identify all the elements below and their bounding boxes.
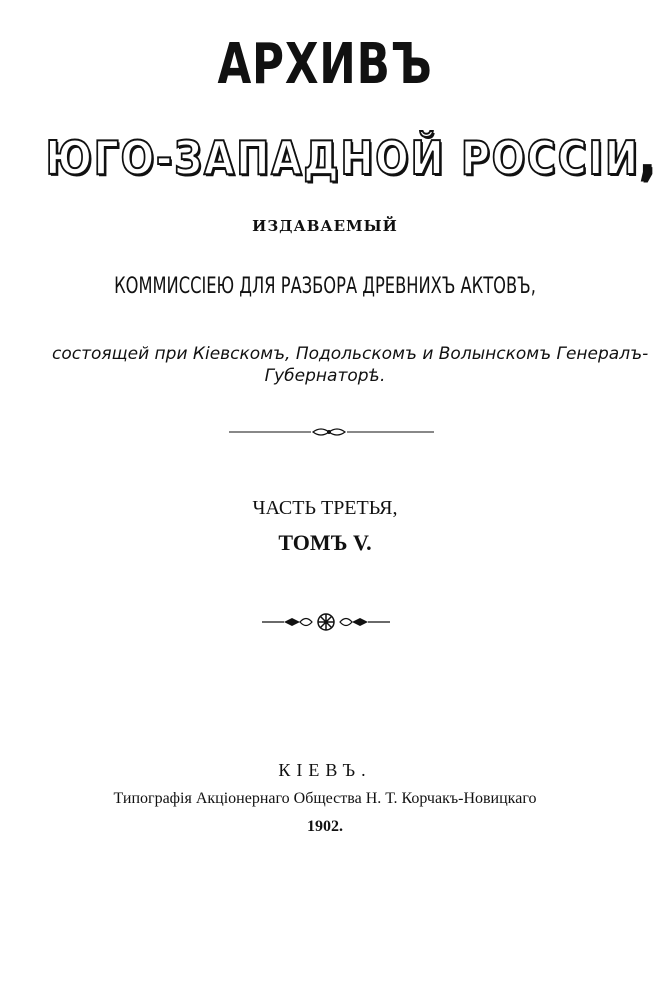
part-number: ЧАСТЬ ТРЕТЬЯ, bbox=[252, 497, 398, 519]
subtitle-comma: , bbox=[639, 131, 656, 185]
printer-imprint: Типографія Акціонернаго Общества Н. Т. Корчакъ-Новицкаго bbox=[113, 790, 537, 807]
archive-title: АРХИВЪ bbox=[217, 32, 433, 97]
city: КІЕВЪ. bbox=[278, 760, 372, 780]
divider-rule bbox=[229, 424, 434, 440]
commission-name: КОММИССІЕЮ ДЛЯ РАЗБОРА ДРЕВНИХЪ АКТОВЪ, bbox=[114, 274, 536, 299]
publication-year: 1902. bbox=[307, 818, 343, 835]
attached-to-line-1: состоящей при Кіевскомъ, Подольскомъ и Волынскомъ Генералъ- bbox=[52, 344, 649, 364]
floral-ornament bbox=[262, 610, 390, 634]
volume-number: ТОМЪ V. bbox=[278, 530, 372, 555]
published-by: ИЗДАВАЕМЫЙ bbox=[252, 217, 398, 235]
archive-subtitle bbox=[45, 128, 656, 188]
attached-to-line-2: Губернаторѣ. bbox=[264, 366, 386, 386]
subtitle-text: ЮГО-ЗАПАДНОЙ РОССІИ bbox=[45, 131, 640, 185]
